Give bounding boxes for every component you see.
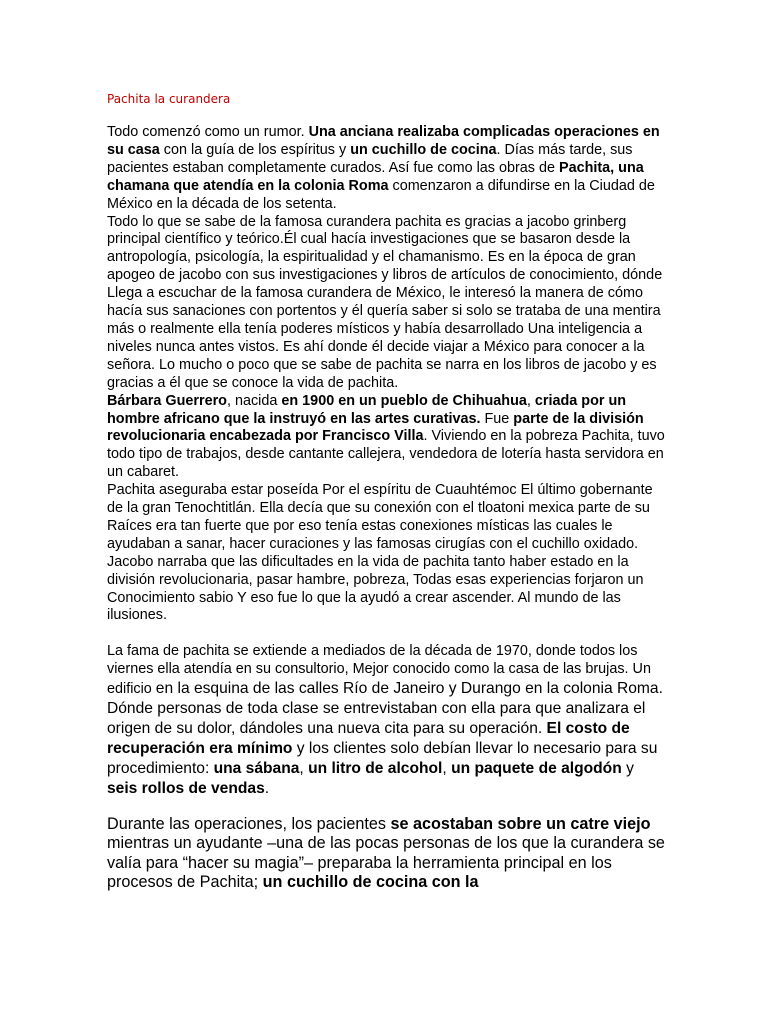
text-run: , [526,392,535,409]
bold-text-run: en 1900 en un pueblo de Chihuahua [281,392,527,409]
text-run: , [299,759,309,777]
bold-text-run: una sábana [213,759,300,777]
text-run: . [264,779,270,797]
document-title: Pachita la curandera [107,92,231,106]
text-run: Todo comenzó como un rumor. [107,124,309,140]
bold-text-run: un litro de alcohol [308,759,443,777]
text-run: con la guía de los espíritus y [159,141,351,158]
bold-text-run: Bárbara Guerrero [107,392,227,409]
text-run: y los clientes solo debían llevar lo necesario para su procedimiento: [107,739,658,777]
bold-text-run: parte de la división revolucionaria encabezada por Francisco Villa [107,410,644,445]
text-run: Fue [480,410,514,427]
text-run: , nacida [226,392,282,409]
text-run: mientras un ayudante –una de las pocas personas de los que la curandera se valía para “hacer su magia”– preparaba la herramienta principal en los procesos de Pachita; [107,834,665,892]
bold-text-run: seis rollos de vendas [107,779,265,797]
bold-text-run: un cuchillo de cocina [350,141,497,158]
paragraph-jacobo-narraba: Jacobo narraba que las dificultades en la vida de pachita tanto haber estado en la división revolucionaria, pasar hambre, pobreza, Todas esas experiencias forjaron un Conocimiento sabio Y eso fue lo que la ayudó a crear ascender. Al mundo de las ilusiones. [107,553,644,624]
text-run: La fama de pachita se extiende a mediados de la década de 1970, donde todos los viernes ella atendía en su consultorio, Mejor conocido como la casa de las brujas. Un edificio [107,643,651,698]
bold-text-run: se acostaban sobre un catre viejo [390,814,651,833]
bold-text-run: El costo de recuperación era mínimo [107,719,630,757]
text-run: Durante las operaciones, los pacientes [107,814,391,833]
text-run: comenzaron a difundirse en la Ciudad de México en la década de los setenta. [107,177,655,212]
bold-text-run: Una anciana realizaba complicadas operaciones en su casa [107,124,660,158]
bold-text-run: criada por un hombre africano que la instruyó en las artes curativas. [107,392,627,427]
paragraph-fama [107,643,667,798]
text-run: y [621,759,634,777]
paragraph-operaciones [107,815,667,893]
bold-text-run: Pachita, una chamana que atendía en la colonia Roma [107,159,644,194]
paragraph-cuauhtemoc: Pachita aseguraba estar poseída Por el espíritu de Cuauhtémoc El último gobernante de la gran Tenochtitlán. Ella decía que su conexión con el tloatoni mexica parte de su Raíces era tan fuerte que por eso tenía estas conexiones místicas las cuales le ayudaban a sanar, hacer curaciones y las famosas cirugías con el cuchillo oxidado. [107,482,653,552]
text-run: . Días más tarde, sus pacientes estaban completamente curados. Así fue como las obras de [107,141,633,176]
paragraph-grinberg: Todo lo que se sabe de la famosa curandera pachita es gracias a jacobo grinberg principal científico y teórico.Él cual hacía investigaciones que se basaron desde la antropología, psicología, la espiritualidad y el chamanismo. Es en la época de gran apogeo de jacobo con sus investigaciones y libros de artículos de conocimiento, dónde Llega a escuchar de la famosa curandera de México, le interesó la manera de cómo hacía sus sanaciones con portentos y él quería saber si solo se trataba de una mentira más o realmente ella tenía poderes místicos y había desarrollado Una inteligencia a niveles nunca antes vistos. Es ahí donde él decide viajar a México para conocer a la señora. Lo mucho o poco que se sabe de pachita se narra en los libros de jacobo y es gracias a él que se conoce la vida de pachita. [107,213,663,391]
text-run: . Viviendo en la pobreza Pachita, tuvo todo tipo de trabajos, desde cantante callejera, vendedora de lotería hasta servidora en un cabaret. [107,428,665,481]
text-run: , [442,759,452,777]
document-body [107,124,667,893]
bold-text-run: un cuchillo de cocina con la [262,873,479,892]
bold-text-run: un paquete de algodón [451,759,622,777]
text-run: en la esquina de las calles Río de Janeiro y Durango en la colonia Roma. Dónde personas de toda clase se entrevistaban con ella para que analizara el origen de su dolor, dándoles una nueva cita para su operación. [107,680,663,737]
paragraph-intro [107,124,667,214]
paragraph-barbara-guerrero [107,393,667,483]
